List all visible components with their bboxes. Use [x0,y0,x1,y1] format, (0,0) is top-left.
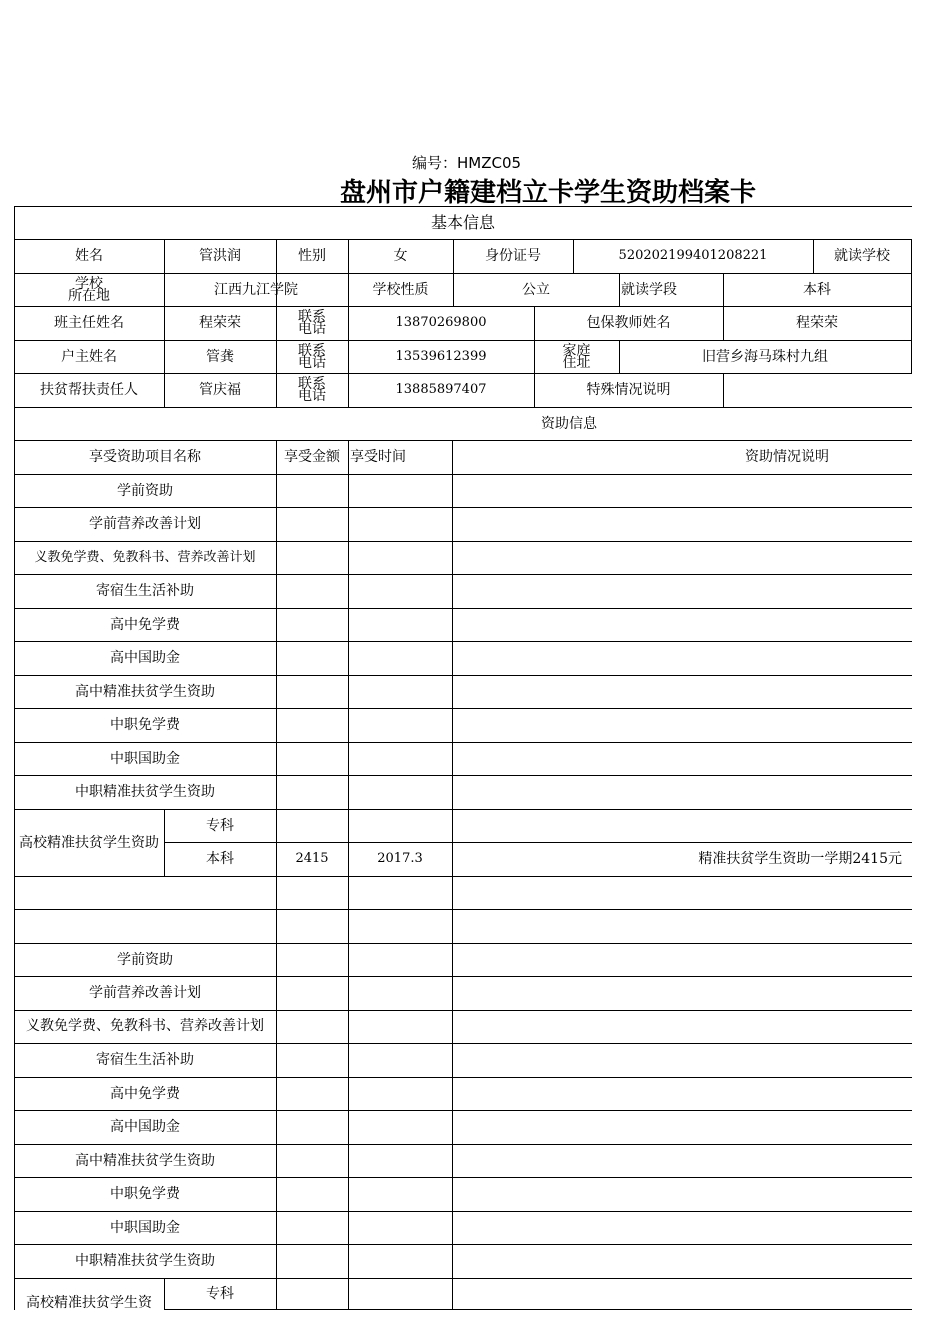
col-amount-header: 享受金额 [284,449,340,465]
college-sub-junior: 专科 [206,817,234,834]
name-label: 姓名 [75,248,103,264]
archive-card-table [14,206,912,1310]
college-sub-junior-2: 专科 [206,1285,234,1302]
school-location-label-line1: 学校 [75,275,103,292]
grid-line [723,373,724,407]
col-note-header: 资助情况说明 [745,449,829,465]
aid-item: 高中精准扶贫学生资助 [75,1152,215,1169]
aid-item: 中职免学费 [110,717,180,733]
guard-teacher-value: 程荣荣 [796,315,838,331]
school-location-value: 江西九江学院 [214,281,298,298]
school-nature-value: 公立 [522,281,550,298]
phone-label-line2: 电话 [298,354,326,371]
aid-item: 高中免学费 [110,1085,180,1102]
aid-item-text: 义教免学费、免教科书、营养改善计划 [26,1018,264,1034]
phone-label-line1: 联系 [298,342,326,359]
college-note: 精准扶贫学生资助一学期2415元 [698,851,902,867]
phone-label-line1: 联系 [298,376,326,392]
address-label-line1: 家庭 [562,342,591,359]
college-aid-label-2: 高校精准扶贫学生资 [26,1295,152,1310]
householder-label: 户主姓名 [61,348,117,365]
id-value: 520202199401208221 [618,248,768,263]
householder-phone-label [276,340,348,373]
college-aid-label [14,809,164,876]
teacher-phone-value: 13870269800 [395,315,487,330]
page-title: 盘州市户籍建档立卡学生资助档案卡 [340,178,757,208]
head-teacher-label: 班主任姓名 [54,315,124,331]
gender-value: 女 [393,248,408,264]
helper-value: 管庆福 [199,382,241,398]
aid-item: 学前资助 [117,482,173,499]
aid-item: 中职精准扶贫学生资助 [75,784,215,800]
aid-item: 高中国助金 [110,1119,180,1135]
school-stage-label: 就读学段 [621,281,677,298]
aid-item: 寄宿生生活补助 [96,583,194,599]
aid-item: 义教免学费、免教科书、营养改善计划 [34,549,256,565]
name-value: 管洪润 [199,248,241,264]
aid-item: 高中免学费 [110,616,180,633]
college-time: 2017.3 [377,851,423,866]
aid-item [14,1010,276,1043]
school-nature-label: 学校性质 [372,281,429,298]
aid-item: 学前营养改善计划 [89,985,201,1001]
teacher-phone-label [276,306,348,340]
form-code: 编号：HMZC05 [412,154,522,172]
aid-item: 高中国助金 [110,650,180,666]
guard-teacher-label: 包保教师姓名 [586,315,671,331]
gender-label: 性别 [298,248,326,264]
col-item-header: 享受资助项目名称 [89,449,201,465]
grid-line [14,876,912,877]
college-aid-label-text: 高校精准扶贫学生资助 [19,834,159,851]
helper-phone-label [276,373,348,407]
grid-line [14,1278,912,1279]
aid-item: 中职免学费 [110,1186,180,1202]
special-note-label: 特殊情况说明 [586,382,671,398]
section-aid-info: 资助信息 [541,415,597,432]
aid-item: 高中精准扶贫学生资助 [75,683,215,700]
grid-line [911,239,912,373]
aid-item: 学前营养改善计划 [89,516,201,532]
school-label: 就读学校 [834,248,890,264]
aid-item: 寄宿生生活补助 [96,1052,194,1068]
col-time-header: 享受时间 [350,449,406,465]
phone-label-line2: 电话 [298,388,326,404]
grid-line [14,909,912,910]
phone-label-line1: 联系 [298,309,326,325]
address-label-line2: 住址 [562,354,591,371]
aid-item: 中职国助金 [110,1219,180,1236]
head-teacher-value: 程荣荣 [199,315,241,331]
householder-phone-value: 13539612399 [395,348,487,364]
school-location-label [14,273,164,306]
aid-item: 中职国助金 [110,750,180,767]
college-sub-bachelor: 本科 [206,851,234,867]
helper-label: 扶贫帮扶责任人 [40,382,138,398]
section-basic-info: 基本信息 [430,212,495,232]
helper-phone-value: 13885897407 [395,382,487,397]
id-label: 身份证号 [485,248,541,264]
college-amount: 2415 [295,851,329,866]
home-address-value: 旧营乡海马珠村九组 [702,348,828,365]
school-stage-value: 本科 [803,281,831,298]
phone-label-line2: 电话 [298,321,326,337]
aid-item: 学前资助 [117,951,173,968]
school-location-label-line2: 所在地 [68,287,110,304]
householder-value: 管龚 [206,348,234,365]
home-address-label [534,340,619,373]
aid-item: 中职精准扶贫学生资助 [75,1253,215,1269]
